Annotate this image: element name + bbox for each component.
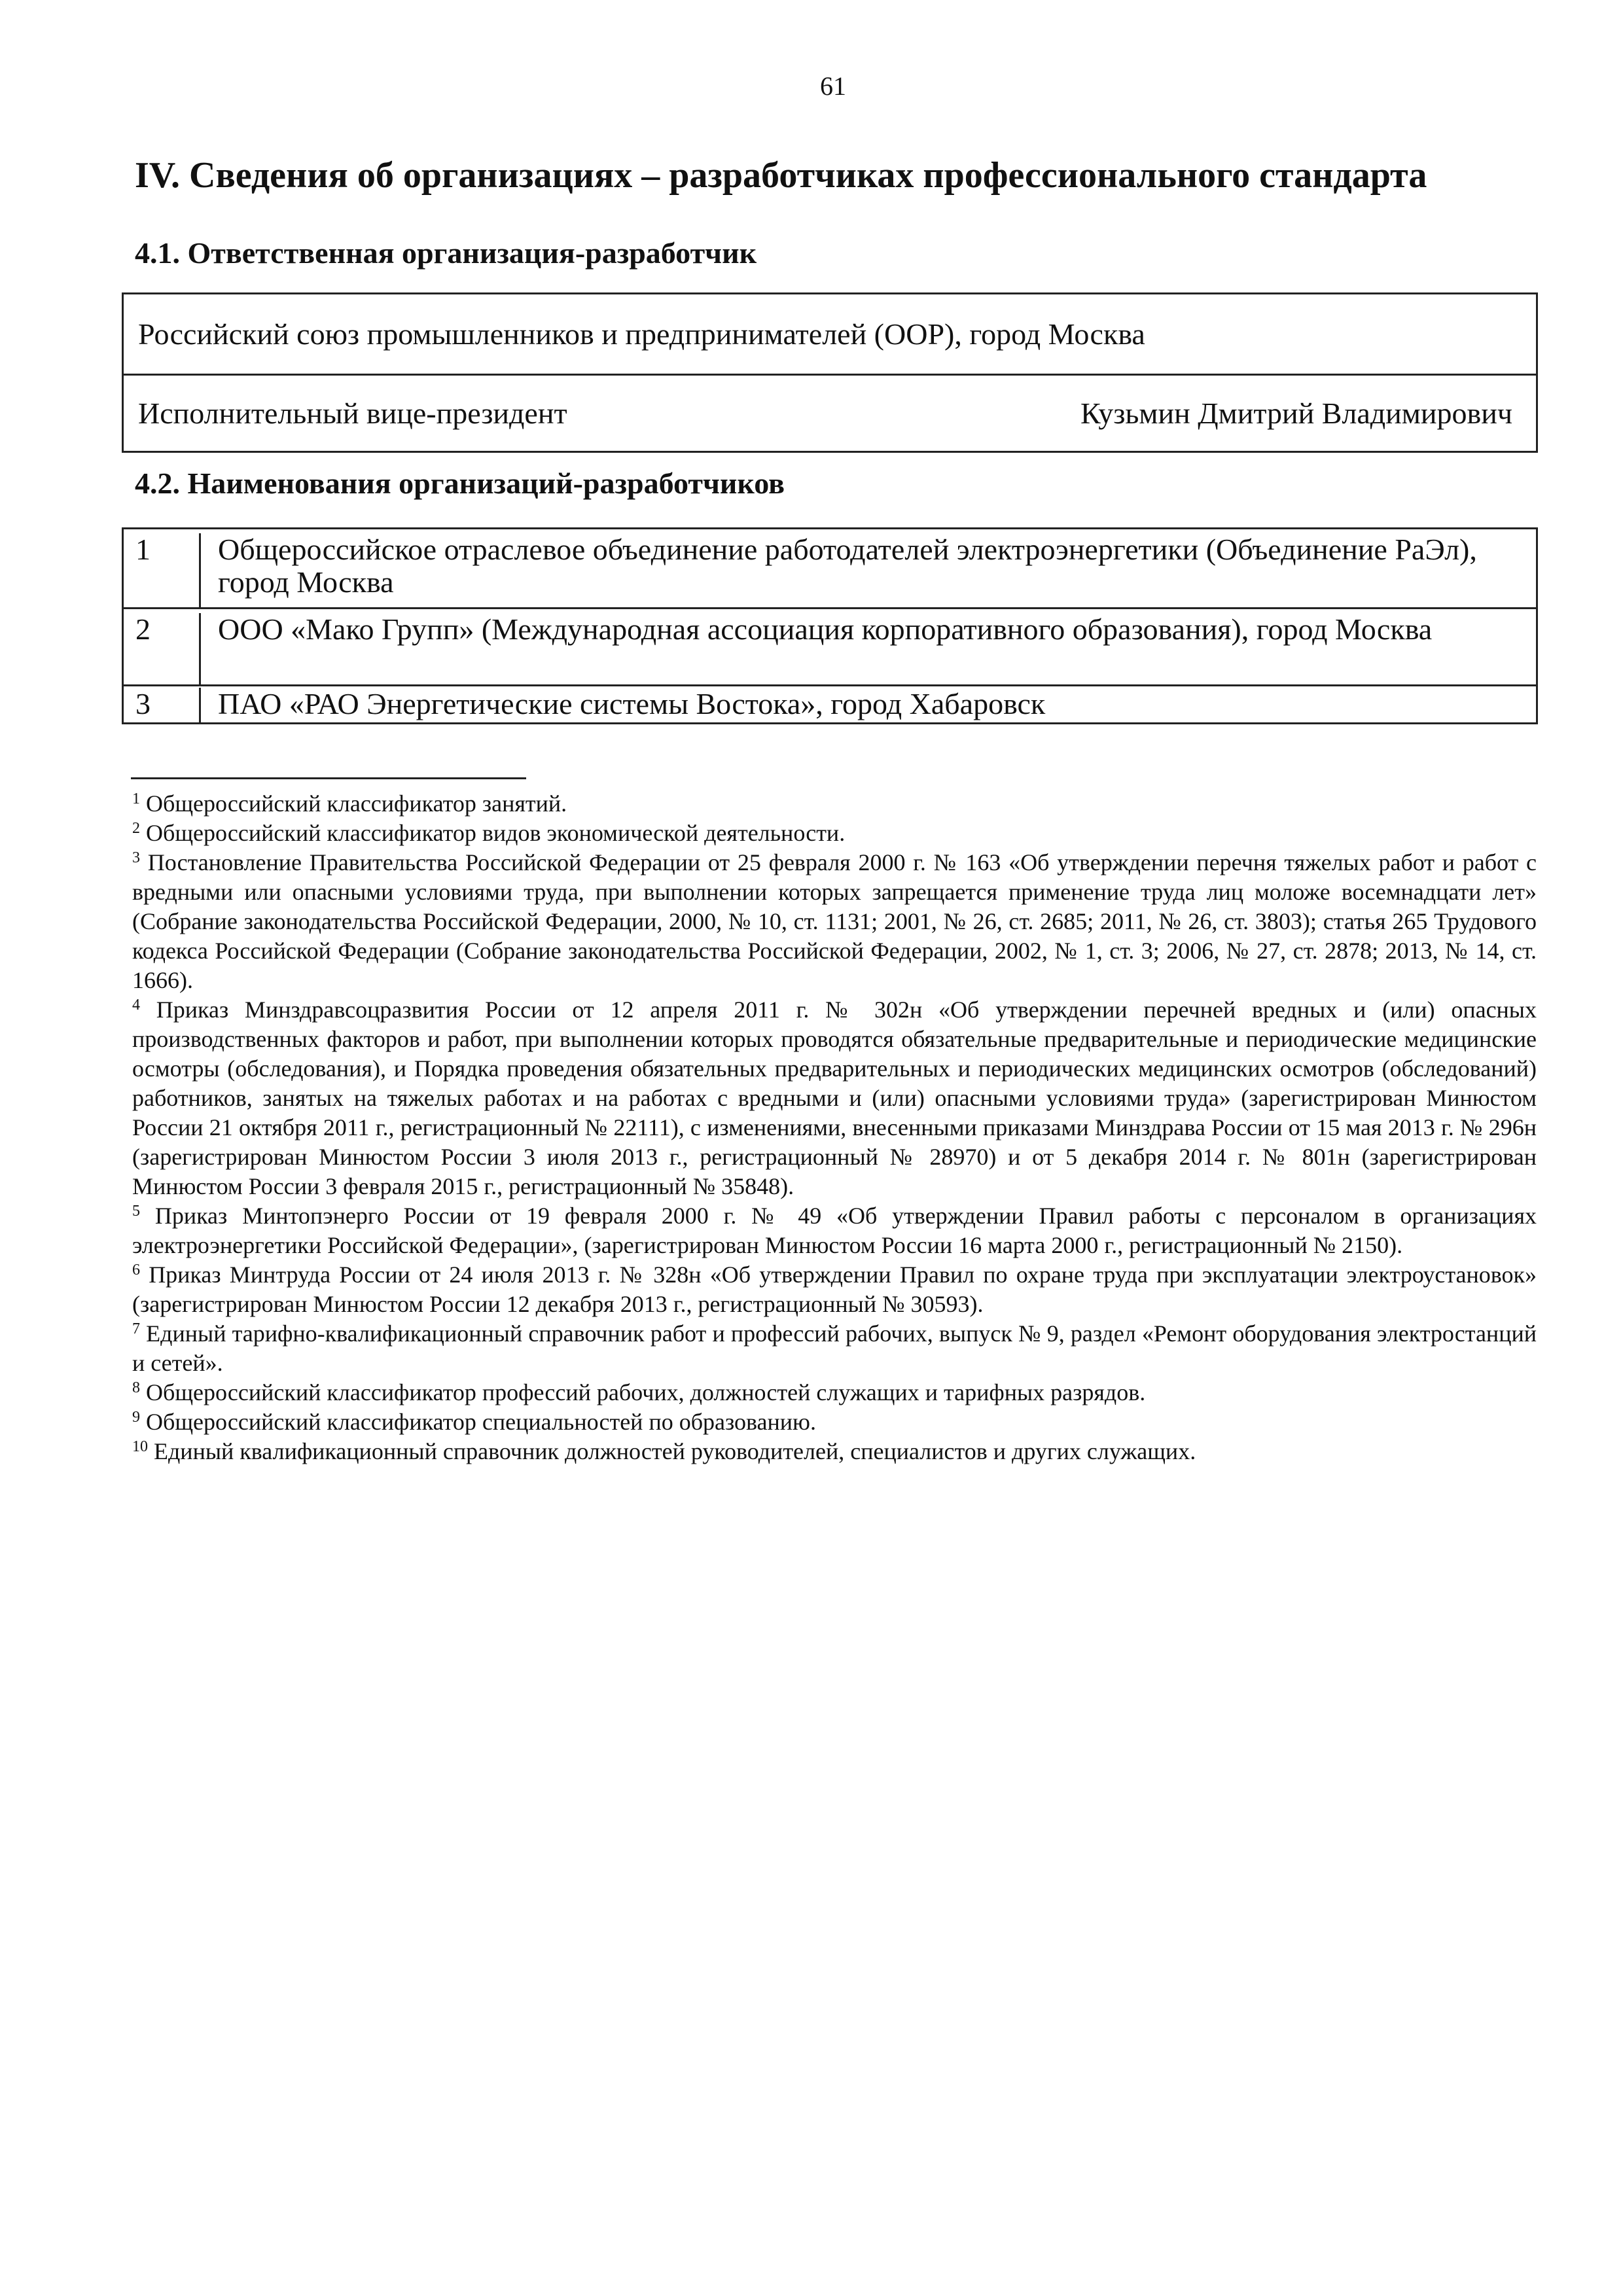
footnote-mark: 1 [132,790,140,807]
footnote-text: Постановление Правительства Российской Федерации от 25 февраля 2000 г. № 163 «Об утверждении перечня тяжелых работ и работ с вредными или опасными условиями труда, при выполнении которых запрещается применение труда лиц моложе восемнадцати лет» (Собрание законодательства Российской Федерации, 2000, № 10, ст. 1131; 2001, № 26, ст. 2685; 2011, № 26, ст. 3803); статья 265 Трудового кодекса Российской Федерации (Собрание законодательства Российской Федерации, 2002, № 1, ст. 3; 2006, № 27, ст. 2878; 2013, № 14, ст. 1666). [132,849,1537,993]
footnote [132,1407,1537,1437]
footnote [132,789,1537,819]
responsible-heading: 4.1. Ответственная организация-разработчик [135,236,757,270]
developer-name: Общероссийское отраслевое объединение работодателей электроэнергетики (Объединение РаЭл), город Москва [218,533,1477,599]
footnote [132,819,1537,848]
footnote [132,995,1537,1201]
footnote [132,1201,1537,1260]
footnote-text: Приказ Минздравсоцразвития России от 12 апреля 2011 г. № 302н «Об утверждении перечней вредных и (или) опасных производственных факторов и работ, при выполнении которых проводятся обязательные предварительные и периодические медицинские осмотры (обследования), и Порядка проведения обязательных предварительных и периодических медицинских осмотров (обследований) работников, занятых на тяжелых работах и на работах с вредными и (или) опасными условиями труда» (зарегистрирован Минюстом России 21 октября 2011 г., регистрационный № 22111), с изменениями, внесенными приказами Минздрава России от 15 мая 2013 г. № 296н (зарегистрирован Минюстом России 3 июля 2013 г., регистрационный № 28970) и от 5 декабря 2014 г. № 801н (зарегистрирован Минюстом России 3 февраля 2015 г., регистрационный № 35848). [132,997,1537,1199]
footnote [132,1260,1537,1319]
developer-number: 3 [124,688,201,722]
footnote [132,848,1537,995]
footnote-text: Приказ Минтруда России от 24 июля 2013 г. № 328н «Об утверждении Правил по охране труда при эксплуатации электроустановок» (зарегистрирован Минюстом России 12 декабря 2013 г., регистрационный № 30593). [132,1262,1537,1317]
footnote-mark: 7 [132,1320,140,1337]
footnote-text: Общероссийский классификатор специальностей по образованию. [146,1409,816,1435]
footnote [132,1319,1537,1378]
signatory-name: Кузьмин Дмитрий Владимирович [1080,397,1512,430]
developers-heading: 4.2. Наименования организаций-разработчиков [135,467,785,500]
footnote-text: Единый квалификационный справочник должностей руководителей, специалистов и других служащих. [154,1438,1196,1464]
developer-row [124,529,1536,609]
developers-table [122,527,1538,724]
responsible-signatory-row [124,376,1536,451]
responsible-organization-row [124,294,1536,376]
footnote-text: Общероссийский классификатор видов экономической деятельности. [146,820,846,846]
developer-number: 2 [124,613,201,684]
footnote-mark: 6 [132,1262,140,1279]
footnote-text: Приказ Минтопэнерго России от 19 февраля 2000 г. № 49 «Об утверждении Правил работы с персоналом в организациях электроэнергетики Российской Федерации», (зарегистрирован Минюстом России 16 марта 2000 г., регистрационный № 2150). [132,1203,1537,1258]
section-title: IV. Сведения об организациях – разработчиках профессионального стандарта [135,155,1427,196]
responsible-organization-name: Российский союз промышленников и предпринимателей (ООР), город Москва [138,317,1145,351]
footnote-mark: 3 [132,849,140,866]
footnote [132,1437,1537,1466]
developer-row [124,686,1536,722]
footnote-mark: 10 [132,1438,148,1455]
developer-row [124,609,1536,686]
footnote-text: Общероссийский классификатор профессий рабочих, должностей служащих и тарифных разрядов. [146,1379,1146,1405]
signatory-position: Исполнительный вице-президент [138,397,567,430]
footnote [132,1378,1537,1407]
responsible-organization-table [122,292,1538,453]
footnotes [132,789,1537,1466]
footnote-text: Общероссийский классификатор занятий. [146,790,567,817]
footnote-text: Единый тарифно-квалификационный справочник работ и профессий рабочих, выпуск № 9, раздел «Ремонт оборудования электростанций и сетей». [132,1320,1537,1376]
developer-number: 1 [124,533,201,607]
developer-name: ООО «Мако Групп» (Международная ассоциация корпоративного образования), город Москва [218,612,1433,646]
footnote-mark: 8 [132,1379,140,1396]
footnote-mark: 2 [132,820,140,837]
footnote-mark: 4 [132,997,140,1014]
footnote-separator [131,777,526,779]
footnote-mark: 5 [132,1203,140,1220]
footnote-mark: 9 [132,1409,140,1426]
developer-name: ПАО «РАО Энергетические системы Востока», город Хабаровск [218,687,1046,720]
page-number: 61 [820,71,846,101]
